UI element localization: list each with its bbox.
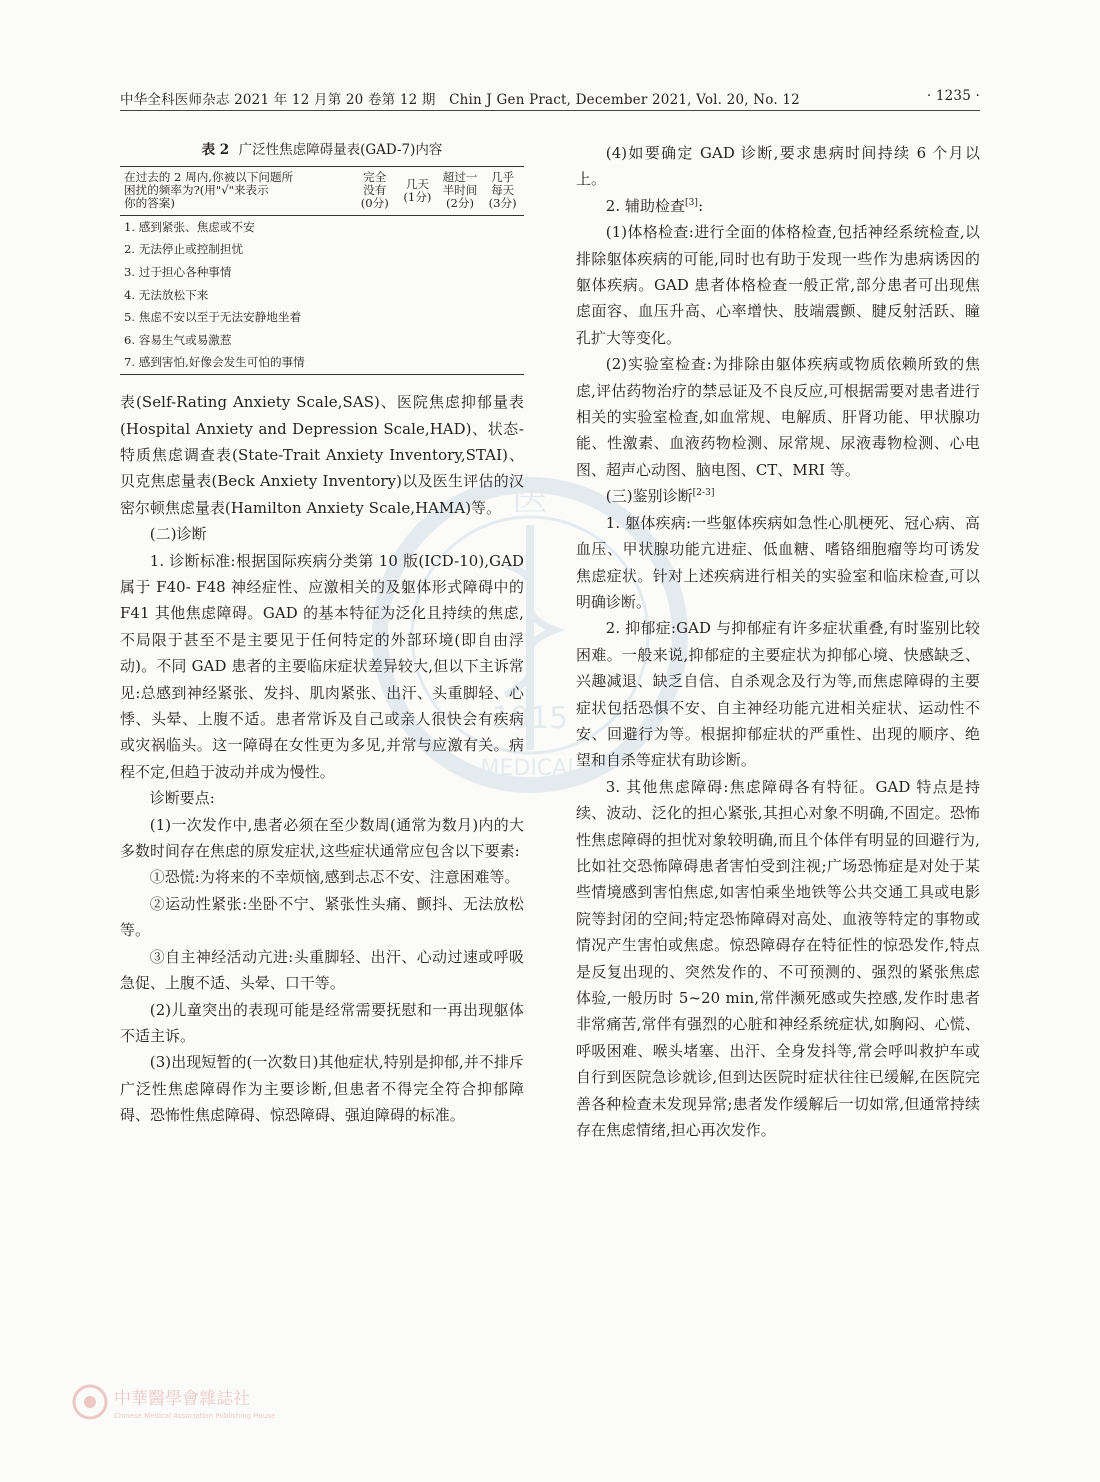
body-paragraph: (1)体格检查:进行全面的体格检查,包括神经系统检查,以排除躯体疾病的可能,同时也有助于发现一些作为患病诱因的躯体疾病。GAD 患者体格检查一般正常,部分患者可出现焦虑面容、血压升高、心率增快、肢端震颤、腱反射活跃、瞳孔扩大等变化。: [576, 223, 980, 347]
table-row: [120, 329, 524, 352]
body-paragraph: (3)出现短暂的(一次数日)其他症状,特别是抑郁,并不排斥广泛性焦虑障碍作为主要诊断,但患者不得完全符合抑郁障碍、恐怖性焦虑障碍、惊恐障碍、强迫障碍的标准。: [120, 1053, 524, 1125]
journal-en: Chin J Gen Pract, December 2021, Vol. 20, No. 12: [449, 92, 800, 108]
body-paragraph: ③自主神经活动亢进:头重脚轻、出汗、心动过速或呼吸急促、上腹不适、头晕、口干等。: [120, 947, 524, 993]
table-header-option: 几天 (1分): [403, 176, 432, 204]
table-cell: 4. 无法放松下来: [124, 287, 209, 302]
table-header-option: 几乎 每天 (3分): [488, 170, 517, 210]
table-row: [120, 239, 524, 262]
table-header-option: 超过一 半时间 (2分): [442, 170, 478, 210]
table-cell: 2. 无法停止或控制担忧: [124, 242, 244, 257]
section-heading-text: (三)鉴别诊断: [605, 487, 693, 506]
subheading-text: 2. 辅助检查: [605, 196, 685, 215]
table-label: 表 2: [201, 142, 230, 158]
body-paragraph: 2. 抑郁症:GAD 与抑郁症有许多症状重叠,有时鉴别比较困难。一般来说,抑郁症的主要症状为抑郁心境、快感缺乏、兴趣减退、缺乏自信、自杀观念及行为等,而焦虑障碍的主要症状包括恐惧不安、自主神经功能亢进相关症状、运动性不安、回避行为等。根据抑郁症状的严重性、出现的顺序、绝望和自杀等症状有助诊断。: [576, 619, 980, 770]
table-cell: 5. 焦虑不安以至于无法安静地坐着: [124, 310, 302, 325]
table-row: [120, 216, 524, 239]
body-paragraph: (2)实验室检查:为排除由躯体疾病或物质依赖所致的焦虑,评估药物治疗的禁忌证及不良反应,可根据需要对患者进行相关的实验室检查,如血常规、电解质、肝肾功能、甲状腺功能、性激素、血液药物检测、尿常规、尿液毒物检测、心电图、超声心动图、脑电图、CT、MRI 等。: [576, 355, 980, 479]
body-paragraph: 表(Self-Rating Anxiety Scale,SAS)、医院焦虑抑郁量表(Hospital Anxiety and Depression Scale,HAD)、状态-特质焦虑调查表(State-Trait Anxiety Inventory,STAI)、贝克焦虑量表(Beck Anxiety Inventory)以及医生评估的汉密尔顿焦虑量表(Hamilton Anxiety Scale,HAMA)等。: [120, 393, 524, 517]
body-paragraph: 1. 躯体疾病:一些躯体疾病如急性心肌梗死、冠心病、高血压、甲状腺功能亢进症、低血糖、嗜铬细胞瘤等均可诱发焦虑症状。针对上述疾病进行相关的实验室和临床检查,可以明确诊断。: [576, 513, 980, 611]
citation-ref: [2-3]: [692, 488, 715, 499]
header-rule: [120, 110, 980, 111]
section-heading: (二)诊断: [149, 525, 207, 544]
watermark-en: MEDICAL: [480, 756, 580, 781]
table-row: [120, 306, 524, 329]
table-row: [120, 284, 524, 307]
subheading-aux-exam: [576, 193, 980, 219]
table-header-row: [120, 167, 524, 216]
table-header-question: 在过去的 2 周内,你被以下问题所 困扰的频率为?(用"√"来表示 你的答案): [124, 170, 294, 210]
left-column: [120, 140, 524, 1129]
table-cell: 3. 过于担心各种事情: [124, 264, 232, 279]
body-paragraph: (2)儿童突出的表现可能是经常需要抚慰和一再出现躯体不适主诉。: [120, 1000, 524, 1045]
body-paragraph: ①恐慌:为将来的不幸烦恼,感到忐忑不安、注意困难等。: [149, 868, 520, 887]
journal-cn: 中华全科医师杂志 2021 年 12 月第 20 卷第 12 期: [120, 92, 436, 108]
section-heading-differential: [576, 483, 980, 509]
body-paragraph: (1)一次发作中,患者必须在至少数周(通常为数月)内的大多数时间存在焦虑的原发症状,这些症状通常应包含以下要素:: [120, 815, 524, 861]
watermark-year: 1915: [491, 701, 569, 736]
table-row: [120, 261, 524, 284]
journal-citation: [120, 88, 800, 108]
body-paragraph: (4)如要确定 GAD 诊断,要求患病时间持续 6 个月以上。: [576, 144, 980, 189]
gad7-table: [120, 166, 524, 375]
publisher-name-en: Chinese Medical Association Publishing House: [114, 1412, 276, 1420]
table-cell: 6. 容易生气或易激惹: [124, 332, 232, 347]
table-cell: 1. 感到紧张、焦虑或不安: [124, 219, 255, 234]
table-header-option: 完全 没有 (0分): [360, 170, 389, 210]
table-cell: 7. 感到害怕,好像会发生可怕的事情: [124, 355, 305, 370]
subheading-colon: :: [698, 196, 704, 215]
table-caption: [120, 140, 524, 160]
subheading: 诊断要点:: [149, 789, 215, 808]
publisher-logo: [70, 1382, 490, 1422]
table-row: [120, 352, 524, 375]
watermark-top-text: 医: [511, 478, 549, 519]
citation-ref: [3]: [685, 197, 699, 208]
table-title: 广泛性焦虑障碍量表(GAD-7)内容: [238, 142, 443, 158]
body-paragraph: 3. 其他焦虑障碍:焦虑障碍各有特征。GAD 特点是持续、波动、泛化的担心紧张,其担心对象不明确,不固定。恐怖性焦虑障碍的担忧对象较明确,而且个体伴有明显的回避行为,比如社交恐怖障碍患者害怕受到注视;广场恐怖症是对处于某些情境感到害怕焦虑,如害怕乘坐地铁等公共交通工具或电影院等封闭的空间;特定恐怖障碍对高处、血液等特定的事物或情况产生害怕或焦虑。惊恐障碍存在特征性的惊恐发作,特点是反复出现的、突然发作的、不可预测的、强烈的紧张焦虑体验,一般历时 5~20 min,常伴濒死感或失控感,发作时患者非常痛苦,常伴有强烈的心脏和神经系统症状,如胸闷、心慌、呼吸困难、喉头堵塞、出汗、全身发抖等,常会呼叫救护车或自行到医院急诊就诊,但到达医院时症状往往已缓解,在医院完善各种检查未发现异常;患者发作缓解后一切如常,但通常持续存在焦虑情绪,担心再次发作。: [576, 777, 980, 1140]
body-paragraph: ②运动性紧张:坐卧不宁、紧张性头痛、颤抖、无法放松等。: [120, 894, 524, 940]
publisher-name-cn: 中華醫學會雜誌社: [114, 1389, 250, 1409]
right-column: [576, 140, 980, 1143]
body-paragraph: 1. 诊断标准:根据国际疾病分类第 10 版(ICD-10),GAD 属于 F40- F48 神经症性、应激相关的及躯体形式障碍中的 F41 其他焦虑障碍。GAD 的基本特征为泛化且持续的焦虑,不局限于甚至不是主要见于任何特定的外部环境(即自由浮动)。不同 GAD 患者的主要临床症状差异较大,但以下主诉常见:总感到神经紧张、发抖、肌肉紧张、出汗、头重脚轻、心悸、头晕、上腹不适。患者常诉及自己或亲人很快会有疾病或灾祸临头。这一障碍在女性更为多见,并常与应激有关。病程不定,但趋于波动并成为慢性。: [120, 551, 524, 781]
page-number: · 1235 ·: [926, 88, 980, 104]
